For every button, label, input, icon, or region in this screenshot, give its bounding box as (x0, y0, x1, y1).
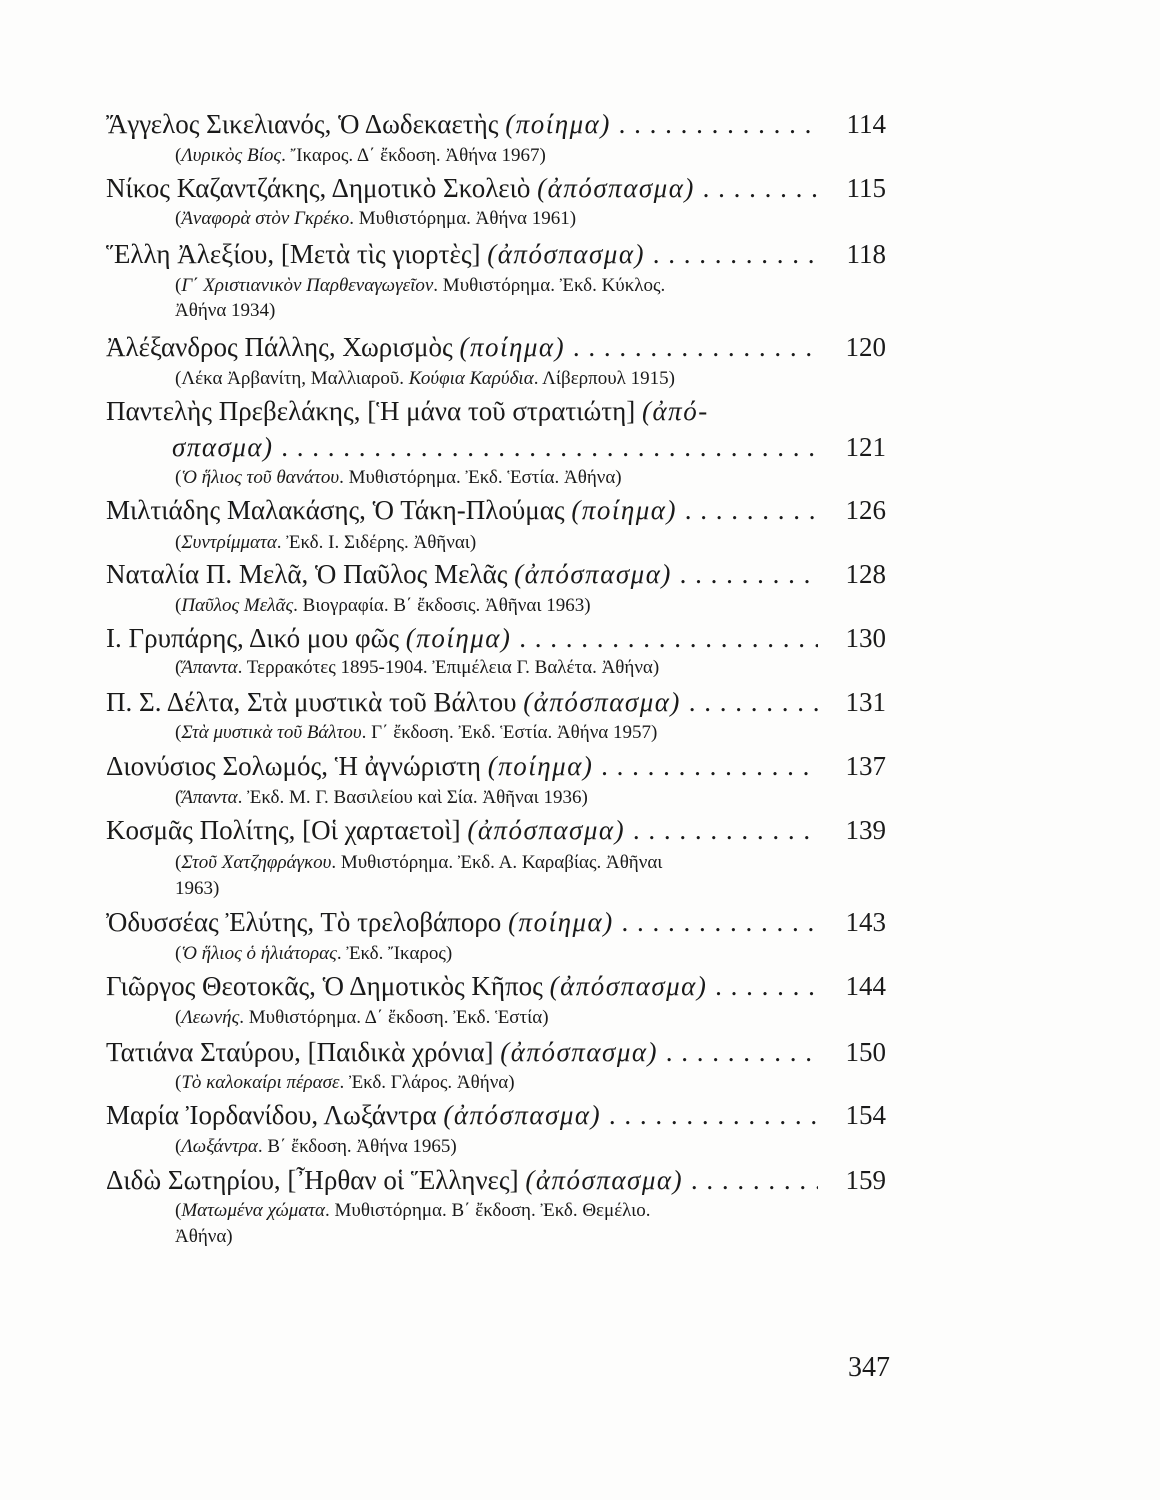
source-note-text: . Βιογραφία. Β΄ ἔκδοσις. Ἀθῆναι 1963) (293, 595, 591, 616)
genre-label: (ἀπόσπασμα) (443, 1100, 602, 1130)
source-note-text: . Μυθιστόρημα. Ἀθήνα 1961) (349, 208, 577, 229)
toc-entry-heading (106, 684, 886, 720)
source-note-text: . Γ΄ ἔκδοση. Ἐκδ. Ἑστία. Ἀθήνα 1957) (361, 722, 658, 743)
toc-page-number: 139 (845, 815, 886, 845)
source-note-text: . Ἐκδ. Ι. Σιδέρης. Ἀθῆναι) (276, 532, 477, 553)
source-note (175, 850, 865, 876)
author-and-title: Ὀδυσσέας Ἐλύτης, Τὸ τρελοβάπορο (106, 907, 502, 937)
source-note-text: ( (175, 1200, 182, 1221)
toc-entry-continuation-text (172, 429, 818, 465)
author-and-title: Γιῶργος Θεοτοκᾶς, Ὁ Δημοτικὸς Κῆπος (106, 971, 543, 1001)
author-and-title: Ἕλλη Ἀλεξίου, [Μετὰ τὶς γιορτὲς] (106, 239, 481, 269)
source-book-title: Ἅπαντα (181, 657, 238, 678)
source-note-text: . Μυθιστόρημα. Ἐκδ. Α. Καραβίας. Ἀθῆναι (331, 852, 663, 873)
source-note-text: . Μυθιστόρημα. Ἐκδ. Κύκλος. (433, 275, 666, 296)
source-note-text: ( (175, 1136, 182, 1157)
source-book-title: Ἅπαντα (181, 787, 238, 808)
author-and-title: Μαρία Ἰορδανίδου, Λωξάντρα (106, 1100, 437, 1130)
toc-entry-heading (106, 106, 886, 142)
source-note-continuation: 1963) (175, 878, 220, 899)
source-book-title: Ὁ ἥλιος ὁ ἡλιάτορας (181, 943, 337, 964)
author-and-title: Π. Σ. Δέλτα, Στὰ μυστικὰ τοῦ Βάλτου (106, 687, 517, 717)
source-note-text: . Ἐκδ. Ἴκαρος) (336, 943, 453, 964)
toc-entry-title-line (106, 1034, 818, 1070)
toc-page-number: 154 (845, 1100, 886, 1130)
genre-label: (ἀπόσπασμα) (525, 1165, 684, 1195)
source-book-title: Ἀναφορὰ στὸν Γκρέκο (181, 208, 350, 229)
source-note-text: . Μυθιστόρημα. Ἐκδ. Ἑστία. Ἀθήνα) (339, 467, 622, 488)
source-note-text: . Ἐκδ. Μ. Γ. Βασιλείου καὶ Σία. Ἀθῆναι 1936) (237, 787, 588, 808)
author-and-title: Παντελὴς Πρεβελάκης, [Ἡ μάνα τοῦ στρατιώτη] (106, 396, 636, 426)
source-note (175, 273, 865, 299)
author-and-title: Νίκος Καζαντζάκης, Δημοτικὸ Σκολειὸ (106, 173, 531, 203)
source-book-title: Λυρικὸς Βίος (181, 145, 282, 166)
source-note-text: (Λέκα Ἀρβανίτη, Μαλλιαροῦ. (175, 368, 409, 389)
source-book-title: Παῦλος Μελᾶς (181, 595, 294, 616)
author-and-title: Ναταλία Π. Μελᾶ, Ὁ Παῦλος Μελᾶς (106, 559, 508, 589)
page-number: 347 (848, 1352, 890, 1383)
source-book-title: Στοῦ Χατζηφράγκου (181, 852, 332, 873)
source-book-title: Κούφια Καρύδια (408, 368, 534, 389)
source-note-text: ( (175, 208, 182, 229)
source-note-text: ( (175, 722, 182, 743)
toc-page-number: 131 (845, 687, 886, 717)
source-note-text: ( (175, 1072, 182, 1093)
genre-label: (ποίημα) (571, 495, 677, 525)
source-book-title: Λεωνής (181, 1007, 240, 1028)
author-and-title: Τατιάνα Σταύρου, [Παιδικὰ χρόνια] (106, 1037, 494, 1067)
toc-entry-title-line (106, 170, 818, 206)
source-book-title: Στὰ μυστικὰ τοῦ Βάλτου (181, 722, 362, 743)
source-book-title: Λωξάντρα (181, 1136, 258, 1157)
toc-entry-continuation (172, 429, 886, 465)
source-note (175, 1134, 865, 1160)
toc-entry-title-line (106, 968, 818, 1004)
source-note-text: ( (175, 532, 182, 553)
genre-label: (ἀπό- (642, 396, 709, 426)
toc-page-number: 126 (845, 495, 886, 525)
source-note-text: ( (175, 275, 182, 296)
toc-entry-title-line (106, 329, 818, 365)
source-book-title: Συντρίμματα (181, 532, 277, 553)
source-note-text: . Μυθιστόρημα. Δ΄ ἔκδοση. Ἐκδ. Ἑστία) (239, 1007, 549, 1028)
source-note-continuation: Ἀθήνα) (175, 1226, 233, 1247)
source-note-text: . Λίβερπουλ 1915) (533, 368, 675, 389)
toc-page-number: 143 (845, 907, 886, 937)
toc-entry-title-line (106, 620, 818, 656)
source-note (175, 655, 865, 681)
genre-label: (ἀπόσπασμα) (523, 687, 681, 717)
source-note-text: . Β΄ ἔκδοση. Ἀθήνα 1965) (257, 1136, 457, 1157)
author-and-title: Ἄγγελος Σικελιανός, Ὁ Δωδεκαετὴς (106, 109, 499, 139)
toc-entry-heading (106, 968, 886, 1004)
toc-page-number: 128 (845, 559, 886, 589)
author-and-title: Ι. Γρυπάρης, Δικό μου φῶς (106, 623, 400, 653)
toc-entry-heading (106, 904, 886, 940)
toc-page-number: 118 (846, 239, 886, 269)
toc-entry-heading (106, 170, 886, 206)
source-note (175, 1198, 865, 1224)
toc-page-number: 120 (845, 332, 886, 362)
source-note (175, 593, 865, 619)
source-note-text: . Ἴκαρος. Δ΄ ἔκδοση. Ἀθήνα 1967) (281, 145, 546, 166)
toc-entry-title-line (106, 904, 818, 940)
toc-page-number: 144 (845, 971, 886, 1001)
toc-entry-heading (106, 236, 886, 272)
genre-label: (ἀπόσπασμα) (514, 559, 672, 589)
source-note-text: ( (175, 657, 182, 678)
toc-entry-heading (106, 748, 886, 784)
author-and-title: Διδὼ Σωτηρίου, [Ἦρθαν οἱ Ἕλληνες] (106, 1165, 519, 1195)
source-note-text: ( (175, 1007, 182, 1028)
source-note (175, 465, 865, 491)
source-note-text: . Ἐκδ. Γλάρος. Ἀθήνα) (339, 1072, 515, 1093)
genre-label: (ἀπόσπασμα) (500, 1037, 659, 1067)
source-note-continuation: Ἀθήνα 1934) (175, 300, 276, 321)
source-note-text: ( (175, 787, 182, 808)
toc-entry-heading (106, 329, 886, 365)
source-note-text: ( (175, 943, 182, 964)
source-note-text: ( (175, 467, 182, 488)
toc-entry-heading (106, 556, 886, 592)
author-and-title: Ἀλέξανδρος Πάλλης, Χωρισμὸς (106, 332, 453, 362)
toc-page-number: 114 (846, 109, 886, 139)
genre-label: (ποίημα) (487, 751, 594, 781)
source-book-title: Τὸ καλοκαίρι πέρασε (181, 1072, 340, 1093)
source-note-text: ( (175, 852, 182, 873)
author-and-title: Διονύσιος Σολωμός, Ἡ ἀγνώριστη (106, 751, 481, 781)
source-note (175, 366, 865, 392)
toc-entry-heading (106, 492, 886, 528)
toc-entry-heading (106, 1097, 886, 1133)
toc-entry-heading (106, 1162, 886, 1198)
source-note (175, 785, 865, 811)
source-book-title: Γ΄ Χριστιανικὸν Παρθεναγωγεῖον (181, 275, 434, 296)
source-note (175, 1070, 865, 1096)
genre-label: (ποίημα) (508, 907, 614, 937)
source-note (175, 143, 865, 169)
toc-entry-title-line (106, 748, 818, 784)
genre-label: (ποίημα) (505, 109, 611, 139)
toc-page-number: 159 (845, 1165, 886, 1195)
genre-label: (ποίημα) (405, 623, 512, 653)
source-note-text: . Μυθιστόρημα. Β΄ ἔκδοση. Ἐκδ. Θεμέλιο. (325, 1200, 651, 1221)
genre-label: (ἀπόσπασμα) (487, 239, 646, 269)
toc-entry-heading (106, 393, 886, 429)
toc-entry-title-line (106, 556, 818, 592)
toc-entry-title-line (106, 812, 818, 848)
toc-entry-heading (106, 620, 886, 656)
toc-entry-title-line (106, 393, 886, 429)
source-note (175, 530, 865, 556)
toc-entry-heading (106, 812, 886, 848)
toc-page-number: 115 (846, 173, 886, 203)
toc-entry-title-line (106, 1162, 818, 1198)
toc-entry-title-line (106, 106, 818, 142)
source-book-title: Ὁ ἥλιος τοῦ θανάτου (181, 467, 340, 488)
genre-label: (ἀπόσπασμα) (549, 971, 708, 1001)
source-note (175, 206, 865, 232)
genre-label: (ποίημα) (459, 332, 566, 362)
genre-label: (ἀπόσπασμα) (537, 173, 695, 203)
toc-page-number: 121 (845, 432, 886, 462)
source-note-text: ( (175, 145, 182, 166)
toc-entry-heading (106, 1034, 886, 1070)
toc-page-number: 130 (845, 623, 886, 653)
author-and-title: Κοσμᾶς Πολίτης, [Οἱ χαρταετοὶ] (106, 815, 461, 845)
source-note (175, 941, 865, 967)
toc-page-number: 137 (845, 751, 886, 781)
source-book-title: Ματωμένα χώματα (181, 1200, 326, 1221)
toc-entry-title-line (106, 1097, 818, 1133)
toc-entry-title-line (106, 684, 818, 720)
toc-entry-title-line (106, 492, 818, 528)
source-note (175, 720, 865, 746)
source-note-text: ( (175, 595, 182, 616)
genre-label-continued: σπασμα) (172, 432, 274, 462)
source-note-text: . Τερρακότες 1895-1904. Ἐπιμέλεια Γ. Βαλέτα. Ἀθήνα) (237, 657, 660, 678)
author-and-title: Μιλτιάδης Μαλακάσης, Ὁ Τάκη-Πλούμας (106, 495, 565, 525)
source-note (175, 1005, 865, 1031)
toc-page-number: 150 (845, 1037, 886, 1067)
toc-entry-title-line (106, 236, 818, 272)
genre-label: (ἀπόσπασμα) (467, 815, 626, 845)
